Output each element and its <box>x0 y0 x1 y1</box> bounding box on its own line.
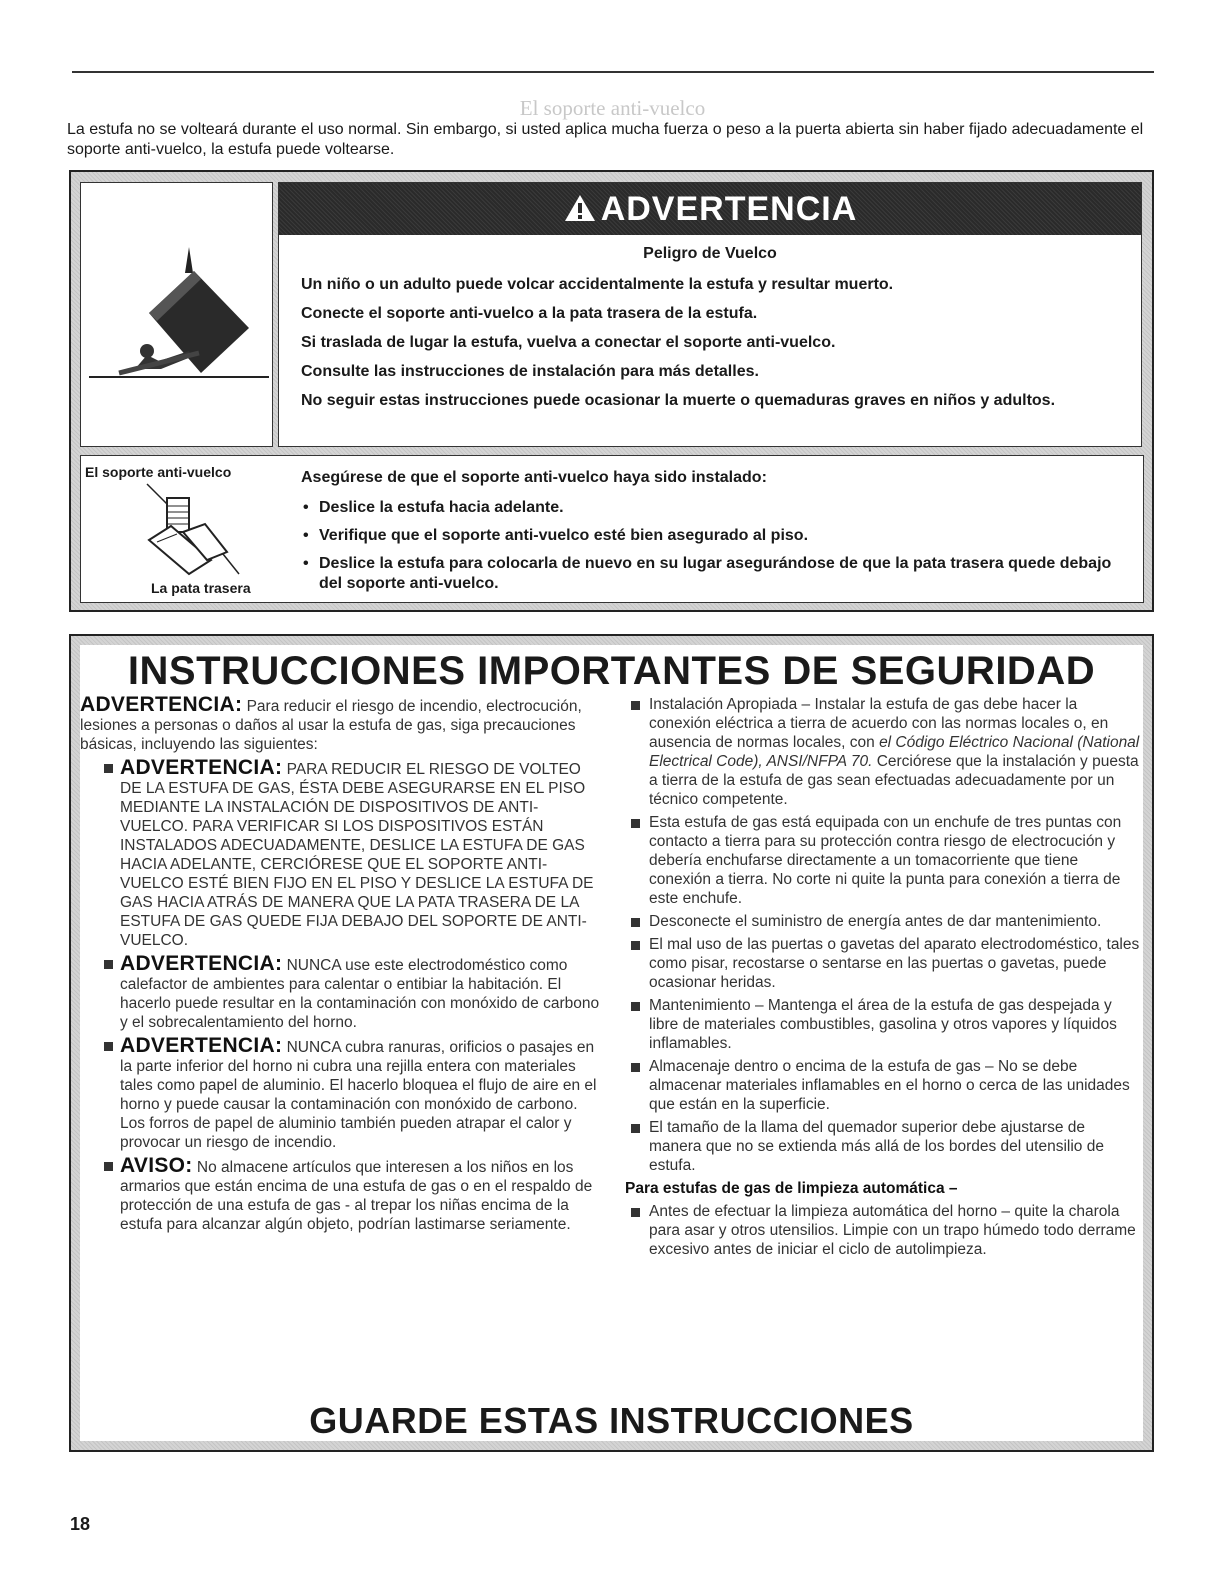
warning-subtitle: Peligro de Vuelco <box>643 245 777 262</box>
safety-item <box>80 954 600 1032</box>
safety-item-text: PARA REDUCIR EL RIESGO DE VOLTEO DE LA ESTUFA DE GAS, ÉSTA DEBE ASEGURARSE EN EL PISO MEDIANTE LA INSTALACIÓN DE DISPOSITIVOS DE ANTI-VUELCO. PARA VERIFICAR SI LOS DISPOSITIVOS ESTÁN INSTALADOS ADECUADAMENTE, DESLICE LA ESTUFA DE GAS HACIA ADELANTE, CERCIÓRESE QUE EL SOPORTE ANTI-VUELCO ESTÉ BIEN FIJO EN EL PISO Y DESLICE LA ESTUFA DE GAS HACIA ATRÁS DE MANERA QUE LA PATA TRASERA DE LA ESTUFA DE GAS QUEDE FIJA DEBAJO DEL SOPORTE DE ANTI-VUELCO. <box>120 761 594 949</box>
warning-triangle-icon <box>563 193 597 223</box>
square-bullet-icon <box>631 1208 640 1217</box>
warning-line: No seguir estas instrucciones puede ocasionar la muerte o quemaduras graves en niños y adultos. <box>301 392 1056 409</box>
safety-item <box>80 1156 600 1234</box>
install-text-2: Cerciórese que la instalación y puesta a tierra de la estufa de gas sean efectuadas adecuadamente por un técnico competente. <box>649 753 1139 808</box>
tip-over-illustration <box>80 182 273 447</box>
safety-title: INSTRUCCIONES IMPORTANTES DE SEGURIDAD <box>127 649 1096 693</box>
check-item: • Verifique que el soporte anti-vuelco esté bien asegurado al piso. <box>301 526 1131 546</box>
check-list <box>301 498 1131 602</box>
safety-item <box>625 1057 1140 1114</box>
safety-item <box>625 813 1140 908</box>
warning-banner <box>279 183 1141 235</box>
safety-item <box>625 935 1140 992</box>
square-bullet-icon <box>631 1002 640 1011</box>
safety-intro-label: ADVERTENCIA: <box>80 693 243 716</box>
leg-label: La pata trasera <box>151 580 251 596</box>
safety-item <box>625 912 1140 931</box>
warning-line: Si traslada de lugar la estufa, vuelva a conectar el soporte anti-vuelco. <box>301 334 836 351</box>
check-heading: Asegúrese de que el soporte anti-vuelco haya sido instalado: <box>301 469 767 486</box>
safety-box <box>69 634 1154 1452</box>
warning-line: Conecte el soporte anti-vuelco a la pata trasera de la estufa. <box>301 305 758 322</box>
square-bullet-icon <box>631 819 640 828</box>
square-bullet-icon <box>104 960 113 969</box>
safety-item-label: AVISO: <box>120 1154 193 1177</box>
safety-item-text: NUNCA cubra ranuras, orificios o pasajes en la parte inferior del horno ni cubra una rejilla entera con materiales tales como papel de aluminio. El hacerlo bloquea el flujo de aire en el horno y puede causar la contaminación con monóxido de carbono. Los forros de papel de aluminio también pueden atrapar el calor y provocar un riesgo de incendio. <box>120 1039 597 1151</box>
square-bullet-icon <box>104 1162 113 1171</box>
warning-panel <box>278 182 1142 447</box>
top-rule <box>72 71 1154 73</box>
safety-intro <box>80 695 600 754</box>
safety-item <box>80 1036 600 1152</box>
safety-intro-text: Para reducir el riesgo de incendio, electrocución, lesiones a personas o daños al usar la estufa de gas, siga precauciones básicas, incluyendo las siguientes: <box>80 698 582 753</box>
square-bullet-icon <box>104 764 113 773</box>
safety-item-label: ADVERTENCIA: <box>120 1034 283 1057</box>
square-bullet-icon <box>631 1124 640 1133</box>
safety-item-label: ADVERTENCIA: <box>120 952 283 975</box>
safety-item-label: ADVERTENCIA: <box>120 756 283 779</box>
warning-line: Consulte las instrucciones de instalación para más detalles. <box>301 363 759 380</box>
tipping-range-icon <box>89 243 269 393</box>
safety-item-text: El tamaño de la llama del quemador superior debe ajustarse de manera que no se extienda más allá de los bordes del utensilio de estufa. <box>649 1119 1104 1174</box>
anti-tip-bracket-icon <box>127 482 247 578</box>
square-bullet-icon <box>631 941 640 950</box>
warning-line: Un niño o un adulto puede volcar accidentalmente la estufa y resultar muerto. <box>301 276 894 293</box>
safety-inner <box>80 645 1143 1441</box>
safety-item <box>625 996 1140 1053</box>
section-title: El soporte anti-vuelco <box>519 96 706 120</box>
warning-block <box>69 170 1154 612</box>
install-code-ref: el Código Eléctrico Nacional (National Electrical Code), ANSI/NFPA 70. <box>649 734 1140 770</box>
safety-footer: GUARDE ESTAS INSTRUCCIONES <box>309 1400 914 1441</box>
safety-item-text: Almacenaje dentro o encima de la estufa de gas – No se debe almacenar materiales inflamables en el horno o cerca de las unidades que están en la superficie. <box>649 1058 1130 1113</box>
safety-right-column <box>625 695 1140 1263</box>
check-item: • Deslice la estufa para colocarla de nuevo en su lugar asegurándose de que la pata trasera quede debajo del soporte anti-vuelco. <box>301 554 1131 594</box>
check-item: • Deslice la estufa hacia adelante. <box>301 498 1131 518</box>
safety-item <box>80 758 600 950</box>
safety-item-text: El mal uso de las puertas o gavetas del aparato electrodoméstico, tales como pisar, recostarse o sentarse en las puertas o gavetas, puede ocasionar heridas. <box>649 936 1140 991</box>
bracket-label: El soporte anti-vuelco <box>85 464 232 480</box>
square-bullet-icon <box>631 1063 640 1072</box>
page-number: 18 <box>70 1514 91 1534</box>
square-bullet-icon <box>631 701 640 710</box>
safety-item-text: Antes de efectuar la limpieza automática del horno – quite la charola para asar y otros utensilios. Limpie con un trapo húmedo todo derrame excesivo antes de iniciar el ciclo de autolimpieza. <box>649 1203 1136 1258</box>
square-bullet-icon <box>631 918 640 927</box>
self-clean-heading: Para estufas de gas de limpieza automática – <box>625 1180 958 1197</box>
safety-left-column <box>80 695 600 1238</box>
warning-lines <box>301 275 1131 420</box>
install-text: Instalación Apropiada – Instalar la estufa de gas debe hacer la conexión eléctrica a tierra de acuerdo con las normas locales o, en ausencia de normas locales, con <box>649 696 1109 751</box>
safety-item-text: No almacene artículos que interesen a los niños en los armarios que están encima de una estufa de gas o en el respaldo de protección de una estufa de gas - al trepar los niñas encima de la estufa para alcanzar algún objeto, podrían lastimarse seriamente. <box>120 1159 593 1233</box>
safety-item <box>625 1118 1140 1175</box>
safety-item <box>625 1202 1140 1259</box>
safety-item-text: Desconecte el suministro de energía antes de dar mantenimiento. <box>649 913 1102 930</box>
square-bullet-icon <box>104 1042 113 1051</box>
safety-item-text: Esta estufa de gas está equipada con un enchufe de tres puntas con contacto a tierra para su protección contra riesgo de electrocución y debería enchufarse directamente a un tomacorriente que tiene conexión a tierra. No corte ni quite la punta para conexión a tierra de este enchufe. <box>649 814 1122 907</box>
bracket-check-panel <box>80 455 1144 603</box>
safety-item <box>625 695 1140 809</box>
safety-item-text: NUNCA use este electrodoméstico como calefactor de ambientes para calentar o entibiar la habitación. El hacerlo puede resultar en la contaminación con monóxido de carbono y el sobrecalentamiento del horno. <box>120 957 600 1031</box>
safety-item-text: Mantenimiento – Mantenga el área de la estufa de gas despejada y libre de materiales combustibles, gasolina y otros vapores y líquidos inflamables. <box>649 997 1117 1052</box>
warning-banner-text: ADVERTENCIA <box>600 190 858 228</box>
intro-paragraph: La estufa no se volteará durante el uso normal. Sin embargo, si usted aplica mucha fuerza o peso a la puerta abierta sin haber fijado adecuadamente el soporte anti-vuelco, la estufa puede voltearse. <box>67 121 1144 158</box>
